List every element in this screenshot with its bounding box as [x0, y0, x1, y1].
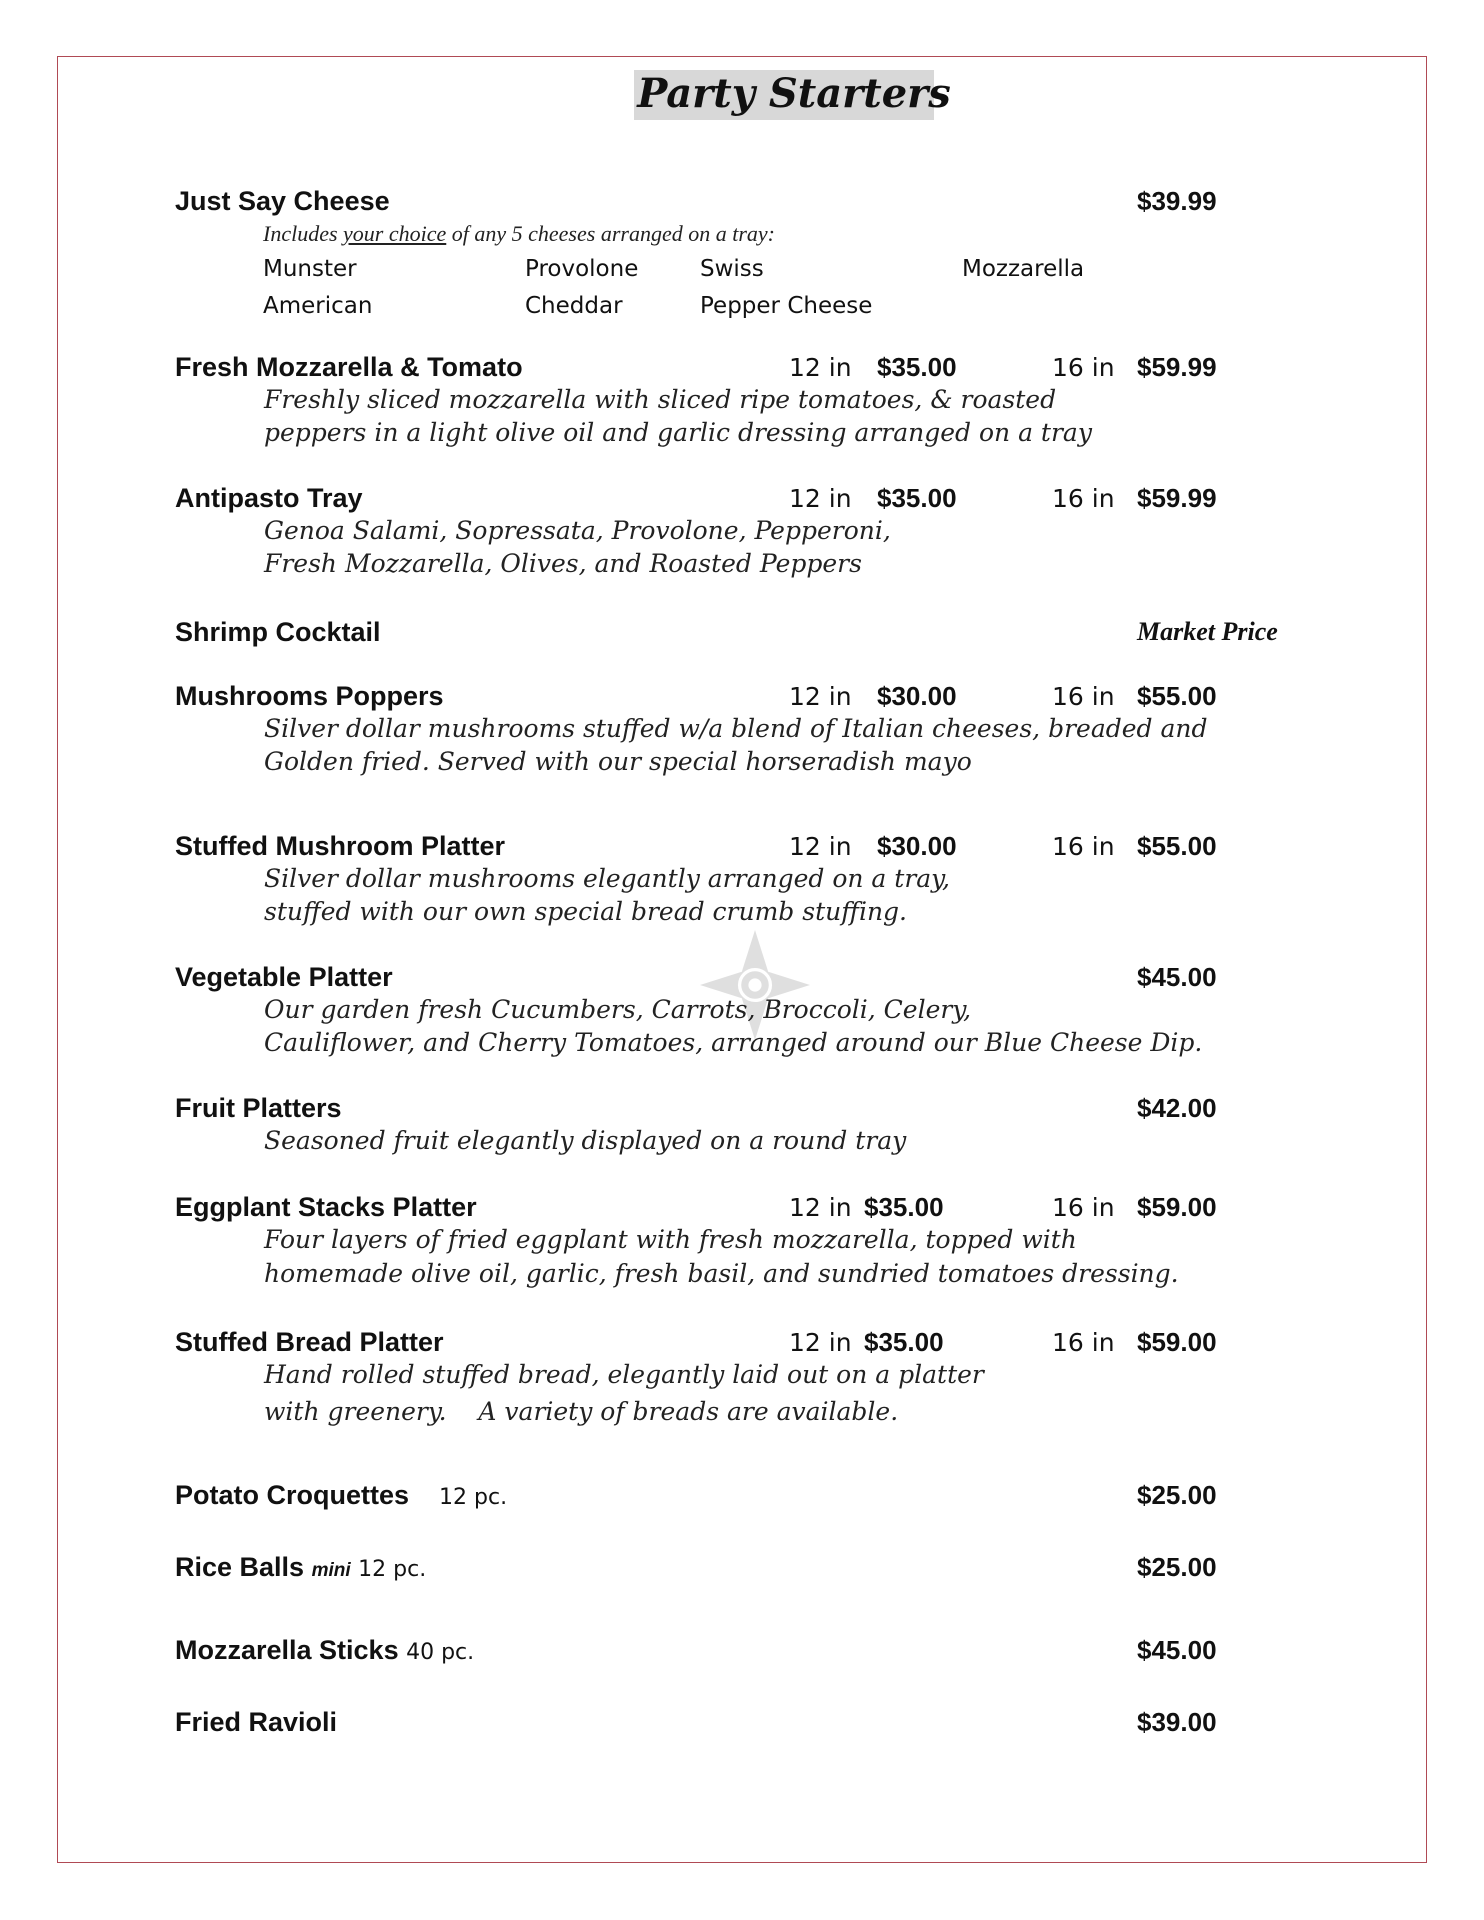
item-name-just-say-cheese: Just Say Cheese — [175, 186, 390, 216]
size-price: $35.00 — [864, 1327, 944, 1357]
item-desc-just-say-cheese: Includes your choice of any 5 cheeses arranged on a tray: — [263, 221, 775, 246]
cheese-option: Swiss — [700, 256, 764, 282]
cheese-option: Pepper Cheese — [700, 293, 873, 319]
item-desc-line: Hand rolled stuffed bread, elegantly laid out on a platter — [264, 1360, 984, 1389]
size-price: $35.00 — [877, 483, 957, 513]
size-label: 16 in — [1052, 353, 1115, 382]
size-label: 16 in — [1052, 1193, 1115, 1222]
cheese-option: Cheddar — [525, 293, 623, 319]
item-name-stuffed-bread: Stuffed Bread Platter — [175, 1327, 444, 1357]
size-price: $55.00 — [1137, 831, 1217, 861]
item-name-stuffed-mushroom: Stuffed Mushroom Platter — [175, 831, 506, 861]
cheese-option: Munster — [263, 256, 357, 282]
item-price-mozzarella-sticks: $45.00 — [1137, 1635, 1217, 1665]
size-price: $59.00 — [1137, 1192, 1217, 1222]
size-label: 16 in — [1052, 682, 1115, 711]
item-price-just-say-cheese: $39.99 — [1137, 186, 1217, 216]
item-desc-line: peppers in a light olive oil and garlic dressing arranged on a tray — [264, 418, 1092, 447]
mini-label: mini — [311, 1560, 351, 1581]
size-label: 12 in — [789, 832, 852, 861]
item-name-mushroom-poppers: Mushrooms Poppers — [175, 681, 444, 711]
item-price-rice-balls: $25.00 — [1137, 1552, 1217, 1582]
size-price: $35.00 — [877, 352, 957, 382]
item-price-fried-ravioli: $39.00 — [1137, 1707, 1217, 1737]
item-desc-line: Genoa Salami, Sopressata, Provolone, Pepperoni, — [264, 516, 891, 545]
size-price: $55.00 — [1137, 681, 1217, 711]
item-desc-line: Silver dollar mushrooms elegantly arranged on a tray, — [264, 864, 950, 893]
item-price-croquettes: $25.00 — [1137, 1480, 1217, 1510]
item-price-fruit: $42.00 — [1137, 1093, 1217, 1123]
item-name-shrimp: Shrimp Cocktail — [175, 617, 381, 647]
item-name-fruit: Fruit Platters — [175, 1093, 342, 1123]
size-price: $30.00 — [877, 831, 957, 861]
item-desc-line: stuffed with our own special bread crumb stuffing. — [264, 897, 907, 926]
size-price: $59.99 — [1137, 483, 1217, 513]
item-desc-line: Silver dollar mushrooms stuffed w/a blend of Italian cheeses, breaded and — [264, 714, 1208, 743]
size-label: 16 in — [1052, 832, 1115, 861]
item-price-vegetable: $45.00 — [1137, 962, 1217, 992]
item-name-fresh-mozzarella: Fresh Mozzarella & Tomato — [175, 352, 523, 382]
size-price: $59.00 — [1137, 1327, 1217, 1357]
item-qty: 40 pc. — [406, 1640, 475, 1665]
size-label: 16 in — [1052, 484, 1115, 513]
item-name-antipasto: Antipasto Tray — [175, 483, 363, 513]
item-desc-line: Freshly sliced mozzarella with sliced ripe tomatoes, & roasted — [264, 385, 1057, 414]
item-name-fried-ravioli: Fried Ravioli — [175, 1707, 338, 1737]
size-label: 12 in — [789, 353, 852, 382]
size-price: $59.99 — [1137, 352, 1217, 382]
item-name-rice-balls: Rice Balls mini 12 pc. — [175, 1552, 427, 1582]
item-qty: 12 pc. — [439, 1485, 508, 1510]
item-desc-line: Fresh Mozzarella, Olives, and Roasted Peppers — [264, 549, 862, 578]
item-desc-line: Four layers of fried eggplant with fresh mozzarella, topped with — [264, 1225, 1077, 1254]
item-name-vegetable: Vegetable Platter — [175, 962, 393, 992]
item-desc-line: with greenery. A variety of breads are available. — [264, 1397, 899, 1426]
item-desc-line: homemade olive oil, garlic, fresh basil, and sundried tomatoes dressing. — [264, 1259, 1179, 1288]
size-price: $35.00 — [864, 1192, 944, 1222]
size-label: 12 in — [789, 1193, 852, 1222]
item-name-mozzarella-sticks: Mozzarella Sticks 40 pc. — [175, 1635, 475, 1665]
item-desc-line: Cauliflower, and Cherry Tomatoes, arranged around our Blue Cheese Dip. — [264, 1028, 1203, 1057]
cheese-option: Provolone — [525, 256, 639, 282]
cheese-option: American — [263, 293, 373, 319]
item-desc-line: Our garden fresh Cucumbers, Carrots, Broccoli, Celery, — [264, 995, 972, 1024]
size-label: 12 in — [789, 1328, 852, 1357]
cheese-option: Mozzarella — [962, 256, 1085, 282]
item-desc-line: Seasoned fruit elegantly displayed on a round tray — [264, 1126, 907, 1155]
size-label: 16 in — [1052, 1328, 1115, 1357]
item-qty: 12 pc. — [358, 1557, 427, 1582]
size-label: 12 in — [789, 484, 852, 513]
size-label: 12 in — [789, 682, 852, 711]
size-price: $30.00 — [877, 681, 957, 711]
your-choice-underline: your choice — [343, 221, 447, 246]
item-desc-line: Golden fried. Served with our special horseradish mayo — [264, 747, 972, 776]
item-name-eggplant: Eggplant Stacks Platter — [175, 1192, 477, 1222]
item-price-market: Market Price — [1137, 617, 1278, 646]
item-name-croquettes: Potato Croquettes 12 pc. — [175, 1480, 508, 1510]
page-title: Party Starters — [637, 70, 951, 117]
